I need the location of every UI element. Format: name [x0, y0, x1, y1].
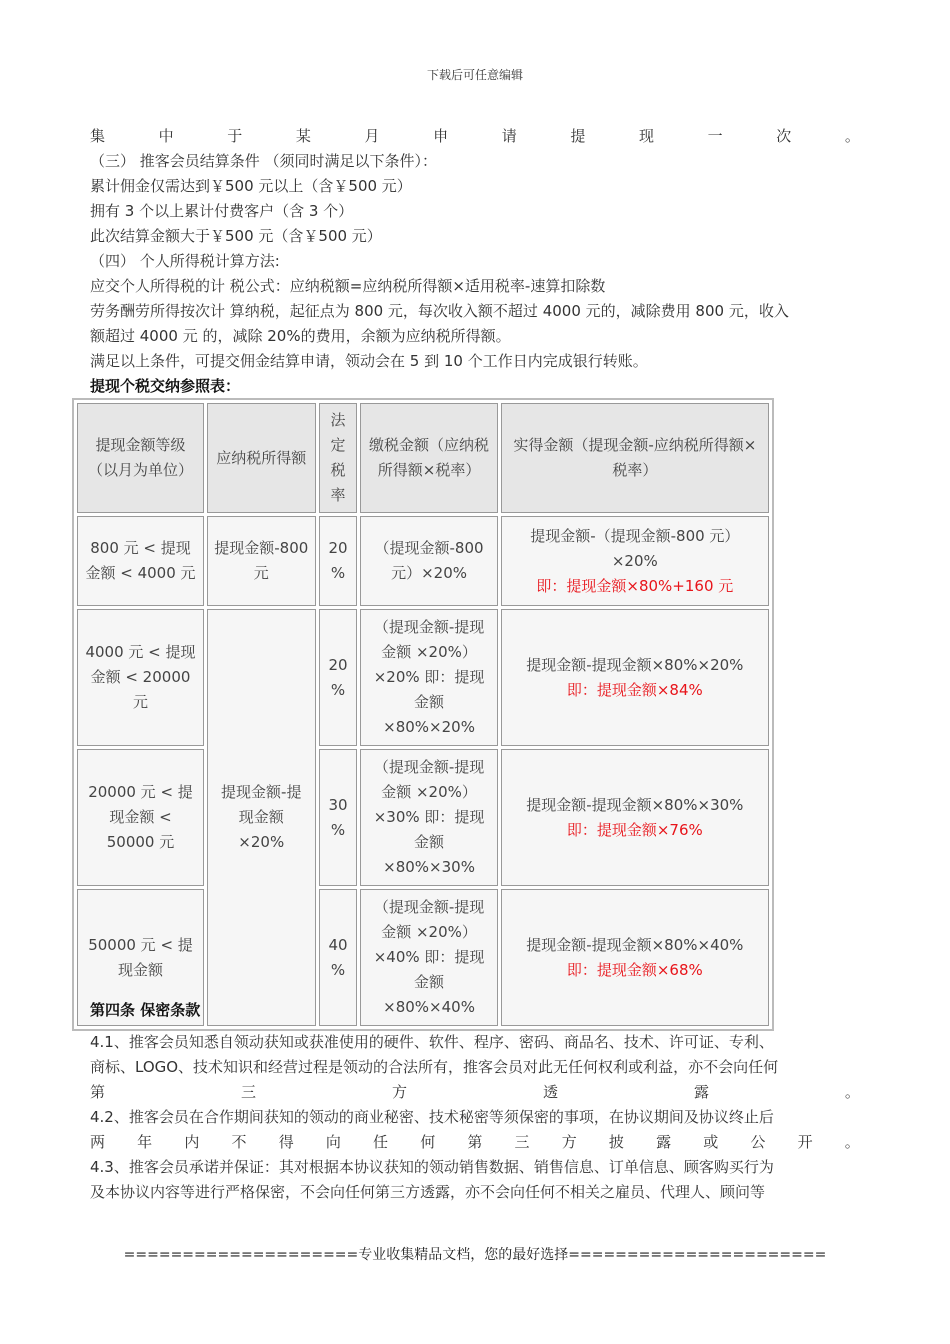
- justified-line: [90, 124, 860, 149]
- section-title: 第四条 保密条款: [90, 1001, 201, 1019]
- table-row: [77, 609, 769, 746]
- clause-4-1-line-2: 商标、LOGO、技术知识和经营过程是领动的合法所有，推客会员对此无任何权利或利益，亦不会向任何: [90, 1058, 779, 1076]
- condition-3: 此次结算金额大于￥500 元（含￥500 元）: [90, 227, 382, 245]
- justified-line: [90, 1080, 860, 1105]
- justified-char: 透: [542, 1083, 558, 1101]
- header-rate: 法定税率: [319, 403, 358, 513]
- justified-char: 向: [325, 1133, 341, 1151]
- table-title: 提现个税交纳参照表：: [90, 377, 241, 395]
- cell-tax: （提现金额-提现金额 ×20%）×40% 即：提现金额 ×80%×40%: [360, 889, 497, 1026]
- justified-char: 内: [184, 1133, 200, 1151]
- cell-tax: （提现金额-800 元）×20%: [360, 516, 497, 606]
- header-net: 实得金额（提现金额-应纳税所得额×税率）: [501, 403, 769, 513]
- justified-char: 两: [90, 1133, 106, 1151]
- justified-char: 次: [776, 127, 792, 145]
- cell-level: 50000 元 < 提现金额: [77, 889, 204, 1026]
- justified-char: 一: [707, 127, 723, 145]
- page-footer: ====================专业收集精品文档，您的最好选择======================: [123, 1247, 827, 1263]
- net-simplified: 即：提现金额×68%: [566, 960, 703, 979]
- transfer-note: 满足以上条件，可提交佣金结算申请，领动会在 5 到 10 个工作日内完成银行转账。: [90, 352, 648, 370]
- tax-rule-line-1: 劳务酬劳所得按次计 算纳税，起征点为 800 元，每次收入额不超过 4000 元的，减除费用 800 元，收入: [90, 302, 789, 320]
- header-taxable: 应纳税所得额: [207, 403, 316, 513]
- justified-char: 公: [750, 1133, 766, 1151]
- header-tax: 缴税金额（应纳税所得额×税率）: [360, 403, 497, 513]
- cell-net: [501, 749, 769, 886]
- clause-4-1-line-1: 4.1、推客会员知悉自领动获知或获准使用的硬件、软件、程序、密码、商品名、技术、许可证、专利、: [90, 1033, 774, 1051]
- net-formula: 提现金额-（提现金额-800 元）×20%: [530, 526, 740, 570]
- cell-tax: （提现金额-提现金额 ×20%）×20% 即：提现金额 ×80%×20%: [360, 609, 497, 746]
- justified-line: [90, 1130, 860, 1155]
- tax-rule-line-2: 额超过 4000 元 的，减除 20%的费用，余额为应纳税所得额。: [90, 327, 511, 345]
- cell-net: [501, 516, 769, 606]
- justified-char: 方: [391, 1083, 407, 1101]
- justified-char: 月: [364, 127, 380, 145]
- justified-char: 某: [295, 127, 311, 145]
- cell-rate: 20 %: [319, 516, 358, 606]
- cell-net: [501, 609, 769, 746]
- justified-char: 中: [158, 127, 174, 145]
- tax-formula: 应交个人所得税的计 税公式：应纳税额=应纳税所得额×适用税率-速算扣除数: [90, 277, 606, 295]
- clause-4-2-line-1: 4.2、推客会员在合作期间获知的领动的商业秘密、技术秘密等须保密的事项，在协议期间及协议终止后: [90, 1108, 774, 1126]
- justified-char: 得: [278, 1133, 294, 1151]
- settlement-heading: （三） 推客会员结算条件 （须同时满足以下条件）：: [90, 152, 438, 170]
- cell-tax: （提现金额-提现金额 ×20%）×30% 即：提现金额 ×80%×30%: [360, 749, 497, 886]
- table-row: [77, 749, 769, 886]
- justified-char: 现: [639, 127, 655, 145]
- justified-char: 三: [240, 1083, 256, 1101]
- clause-4-3-line-1: 4.3、推客会员承诺并保证：其对根据本协议获知的领动销售数据、销售信息、订单信息、顾客购买行为: [90, 1158, 774, 1176]
- cell-rate: 40 %: [319, 889, 358, 1026]
- justified-char: 不: [231, 1133, 247, 1151]
- net-simplified: 即：提现金额×76%: [566, 820, 703, 839]
- tax-reference-table: [72, 398, 774, 1031]
- justified-char: 三: [514, 1133, 530, 1151]
- net-simplified: 即：提现金额×84%: [566, 680, 703, 699]
- clause-4-3-line-2: 及本协议内容等进行严格保密，不会向任何第三方透露，亦不会向任何不相关之雇员、代理人、顾问等: [90, 1183, 766, 1201]
- header-level: 提现金额等级（以月为单位）: [77, 403, 204, 513]
- justified-char: 或: [703, 1133, 719, 1151]
- tax-heading: （四） 个人所得税计算方法:: [90, 252, 280, 270]
- condition-1: 累计佣金仅需达到￥500 元以上（含￥500 元）: [90, 177, 412, 195]
- justified-char: 露: [693, 1083, 709, 1101]
- justified-char: 。: [844, 1083, 860, 1101]
- justified-char: 申: [433, 127, 449, 145]
- net-formula: 提现金额-提现金额×80%×40%: [526, 935, 744, 954]
- justified-char: 方: [561, 1133, 577, 1151]
- page-header: 下载后可任意编辑: [426, 68, 523, 82]
- cell-rate: 30 %: [319, 749, 358, 886]
- justified-char: 于: [227, 127, 243, 145]
- cell-taxable-merged: 提现金额-提现金额 ×20%: [207, 609, 316, 1026]
- net-formula: 提现金额-提现金额×80%×30%: [526, 795, 744, 814]
- cell-rate: 20 %: [319, 609, 358, 746]
- table-row: [77, 516, 769, 606]
- justified-char: 集: [90, 127, 106, 145]
- table-header-row: [77, 403, 769, 513]
- justified-char: 提: [570, 127, 586, 145]
- justified-char: 披: [608, 1133, 624, 1151]
- cell-level: 20000 元 < 提现金额 < 50000 元: [77, 749, 204, 886]
- intro-text: [90, 124, 860, 399]
- justified-char: 。: [844, 1133, 860, 1151]
- confidentiality-section: [90, 998, 860, 1205]
- cell-level: 800 元 < 提现金额 < 4000 元: [77, 516, 204, 606]
- net-formula: 提现金额-提现金额×80%×20%: [526, 655, 744, 674]
- justified-char: 。: [844, 127, 860, 145]
- cell-taxable: 提现金额-800 元: [207, 516, 316, 606]
- justified-char: 第: [90, 1083, 106, 1101]
- net-simplified: 即：提现金额×80%+160 元: [536, 576, 734, 595]
- cell-level: 4000 元 < 提现金额 < 20000 元: [77, 609, 204, 746]
- justified-char: 开: [797, 1133, 813, 1151]
- justified-char: 请: [501, 127, 517, 145]
- justified-char: 露: [656, 1133, 672, 1151]
- justified-char: 第: [467, 1133, 483, 1151]
- justified-char: 年: [137, 1133, 153, 1151]
- justified-char: 何: [420, 1133, 436, 1151]
- justified-char: 任: [373, 1133, 389, 1151]
- condition-2: 拥有 3 个以上累计付费客户（含 3 个）: [90, 202, 354, 220]
